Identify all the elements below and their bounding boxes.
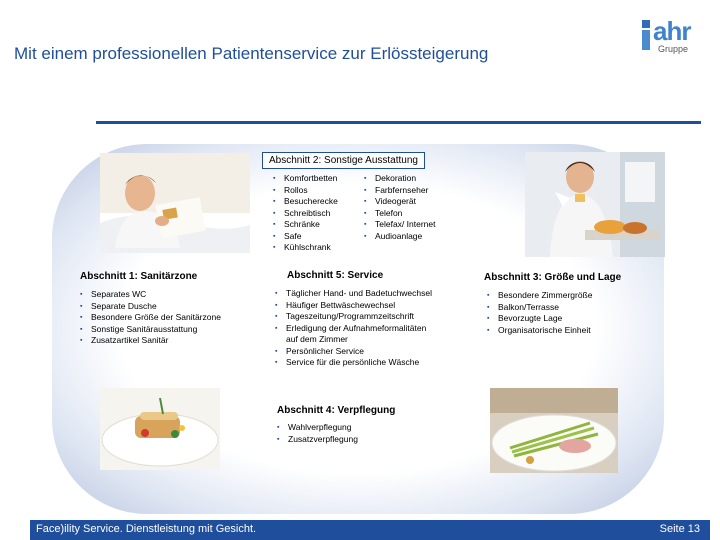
list-item-continuation: auf dem Zimmer — [286, 334, 348, 344]
list-item: ▪ Zusatzverpflegung — [277, 434, 358, 446]
list-item: ▪ Besondere Größe der Sanitärzone — [80, 312, 221, 324]
list-item: ▪ Safe — [273, 231, 338, 243]
list-item: ▪ Komfortbetten — [273, 173, 338, 185]
section1-header: Abschnitt 1: Sanitärzone — [80, 271, 198, 282]
list-item: ▪ Besucherecke — [273, 196, 338, 208]
list-item: ▪ Persönlicher Service — [275, 346, 432, 358]
footer-tagline: Face)ility Service. Dienstleistung mit Gesicht. — [36, 523, 257, 535]
list-item: ▪ Bevorzugte Lage — [487, 313, 592, 325]
list-item: ▪ Separate Dusche — [80, 301, 221, 313]
list-item: ▪ Wahlverpflegung — [277, 422, 358, 434]
list-item: ▪ Balkon/Terrasse — [487, 302, 592, 314]
list-item: ▪ Telefax/ Internet — [364, 219, 435, 231]
section1-list — [80, 289, 221, 347]
list-item: ▪ Dekoration — [364, 173, 435, 185]
footer-bar — [30, 520, 710, 540]
list-item: ▪ Farbfernseher — [364, 185, 435, 197]
section3-header: Abschnitt 3: Größe und Lage — [484, 272, 622, 283]
list-item: ▪ Besondere Zimmergröße — [487, 290, 592, 302]
logo-word: ahr — [653, 16, 691, 46]
title-divider — [96, 121, 701, 124]
list-item: ▪ Rollos — [273, 185, 338, 197]
section2-list-right — [364, 173, 435, 242]
section2-header: Abschnitt 2: Sonstige Ausstattung — [262, 152, 425, 169]
section3-list — [487, 290, 592, 336]
list-item: ▪ Erledigung der Aufnahmeformalitäten — [275, 323, 432, 335]
logo-mark-bottom — [642, 30, 650, 50]
asparagus-dish-photo — [490, 388, 618, 473]
list-item: ▪ Videogerät — [364, 196, 435, 208]
page-number: Seite 13 — [659, 523, 700, 535]
list-item: ▪ Schränke — [273, 219, 338, 231]
logo-subtitle: Gruppe — [658, 44, 689, 54]
company-logo — [640, 18, 710, 58]
nurse-photo — [525, 152, 665, 257]
list-item: ▪ Audioanlage — [364, 231, 435, 243]
list-item: ▪ Service für die persönliche Wäsche — [275, 357, 432, 369]
section4-header: Abschnitt 4: Verpflegung — [277, 405, 396, 416]
list-item: ▪ Schreibtisch — [273, 208, 338, 220]
logo-mark-top — [642, 20, 650, 28]
list-item: ▪ Täglicher Hand- und Badetuchwechsel — [275, 288, 432, 300]
section2-list-left — [273, 173, 338, 254]
list-item: ▪ Kühlschrank — [273, 242, 338, 254]
list-item: ▪ Telefon — [364, 208, 435, 220]
list-item: ▪ Organisatorische Einheit — [487, 325, 592, 337]
section5-list — [275, 288, 432, 369]
fish-dish-photo — [100, 388, 220, 470]
list-item: ▪ Zusatzartikel Sanitär — [80, 335, 221, 347]
list-item: ▪ Tageszeitung/Programmzeitschrift — [275, 311, 432, 323]
patient-photo — [100, 153, 250, 253]
section5-header: Abschnitt 5: Service — [287, 270, 384, 281]
list-item: ▪ Sonstige Sanitärausstattung — [80, 324, 221, 336]
section4-list — [277, 422, 358, 445]
list-item: ▪ Separates WC — [80, 289, 221, 301]
list-item: ▪ Häufiger Bettwäschewechsel — [275, 300, 432, 312]
page-title: Mit einem professionellen Patientenservice zur Erlössteigerung — [14, 44, 489, 63]
